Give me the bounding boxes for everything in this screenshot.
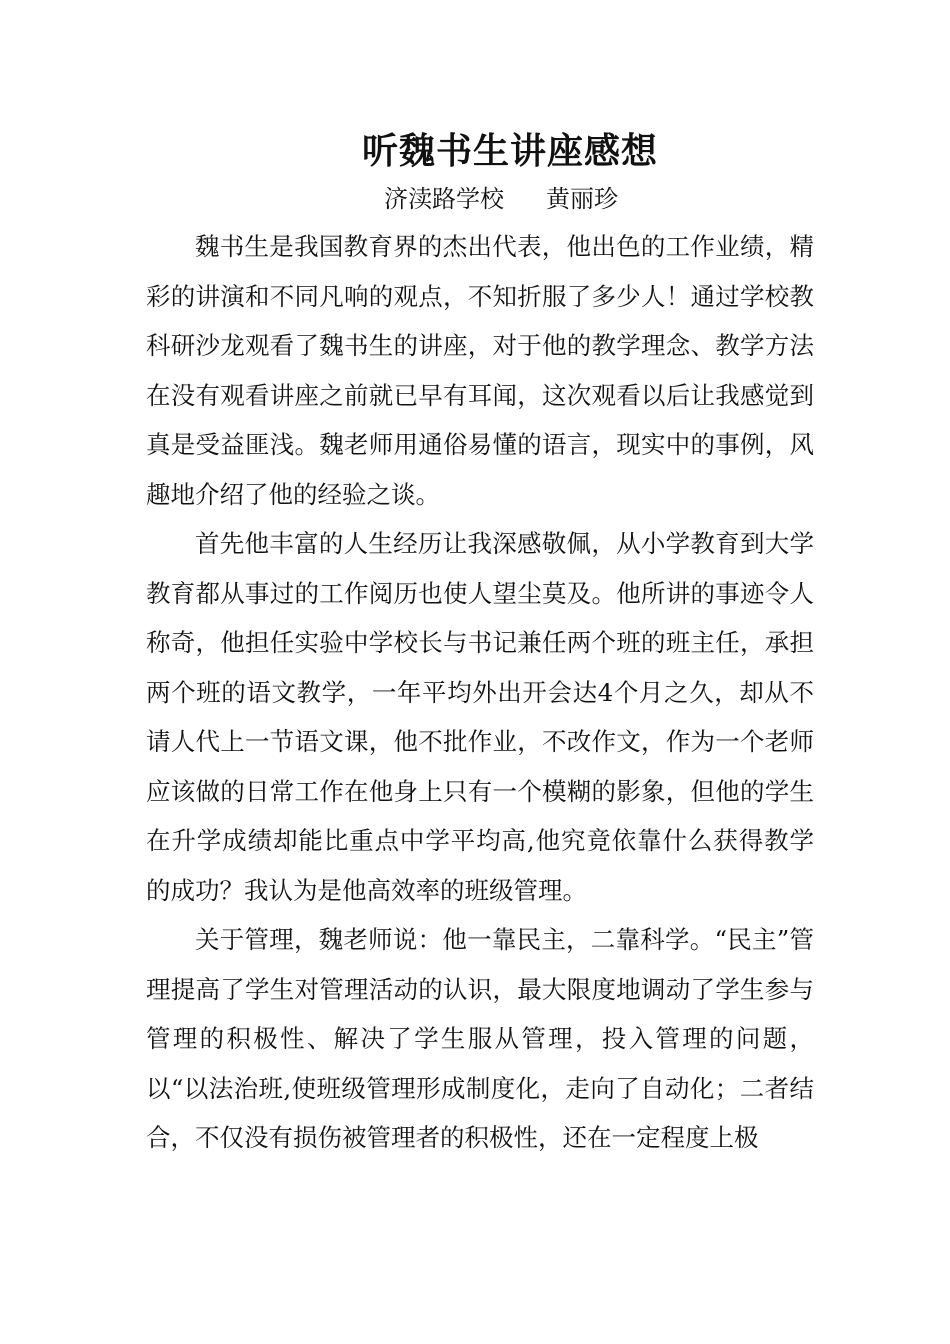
paragraph: 首先他丰富的人生经历让我深感敬佩，从小学教育到大学教育都从事过的工作阅历也使人望尘莫及。他所讲的事迹令人称奇，他担任实验中学校长与书记兼任两个班的班主任，承担两个班的语文教学，一年平均外出开会达4个月之久，却从不请人代上一节语文课，他不批作业，不改作文，作为一个老师应该做的日常工作在他身上只有一个模糊的影象，但他的学生在升学成绩却能比重点中学平均高,他究竟依靠什么获得教学的成功？我认为是他高效率的班级管理。 bbox=[146, 529, 814, 905]
author-name: 黄丽珍 bbox=[546, 185, 618, 213]
body-text bbox=[146, 222, 814, 1163]
paragraph: 关于管理，魏老师说：他一靠民主，二靠科学。“民主”管理提高了学生对管理活动的认识，最大限度地调动了学生参与管理的积极性、解决了学生服从管理，投入管理的问题，以“以法治班,使班级管理形成制度化，走向了自动化；二者结合，不仅没有损伤被管理者的积极性，还在一定程度上极 bbox=[146, 925, 814, 1152]
document-title: 听魏书生讲座感想 bbox=[361, 130, 658, 172]
paragraph: 魏书生是我国教育界的杰出代表，他出色的工作业绩，精彩的讲演和不同凡响的观点，不知折服了多少人！通过学校教科研沙龙观看了魏书生的讲座，对于他的教学理念、教学方法在没有观看讲座之前就已早有耳闻，这次观看以后让我感觉到真是受益匪浅。魏老师用通俗易懂的语言，现实中的事例，风趣地介绍了他的经验之谈。 bbox=[146, 232, 814, 509]
byline bbox=[0, 181, 950, 217]
school-name: 济渎路学校 bbox=[384, 185, 504, 213]
